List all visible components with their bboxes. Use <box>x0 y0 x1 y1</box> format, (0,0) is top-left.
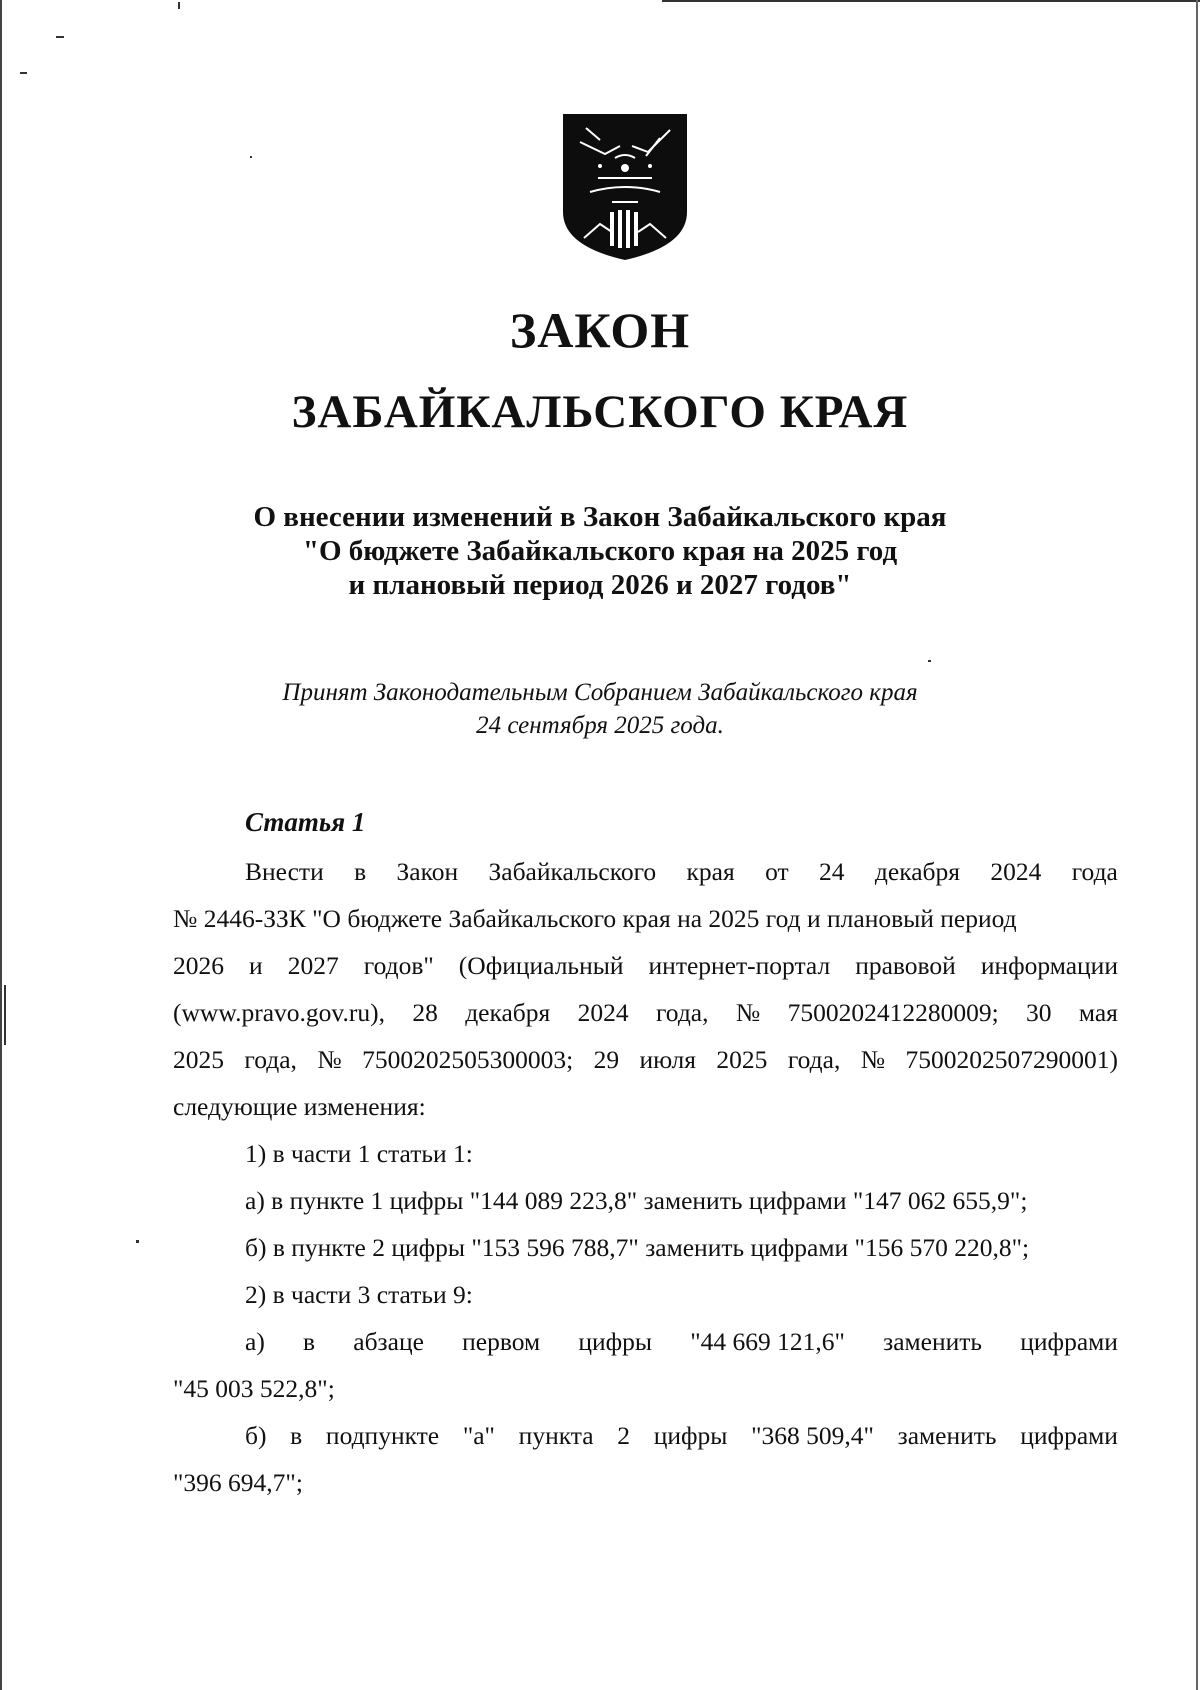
word: правовой <box>855 951 956 980</box>
justified-line <box>173 1036 1118 1083</box>
text-line: № 2446-ЗЗК "О бюджете Забайкальского края на 2025 год и плановый период <box>173 904 1017 933</box>
word: от <box>765 857 789 886</box>
word: 30 <box>1026 998 1052 1027</box>
word: 29 <box>593 1045 620 1074</box>
word: (www.pravo.gov.ru), <box>173 998 385 1027</box>
word: края <box>686 857 735 886</box>
scan-speck <box>56 36 64 38</box>
word: в <box>354 857 367 886</box>
word: № <box>735 998 761 1027</box>
word: 2 <box>617 1421 630 1450</box>
article-body <box>173 848 1118 1506</box>
word: абзаце <box>353 1327 424 1356</box>
word: б) <box>245 1421 267 1450</box>
word: в <box>303 1327 316 1356</box>
word: цифрами <box>1020 1421 1118 1450</box>
word: мая <box>1078 998 1118 1027</box>
scan-edge-right <box>1196 0 1198 1690</box>
coat-of-arms-icon <box>560 112 690 262</box>
word: года <box>1071 857 1118 886</box>
word: № <box>860 1045 886 1074</box>
scan-speck <box>178 2 180 9</box>
word: (Официальный <box>458 951 624 980</box>
list-item: 1) в части 1 статьи 1: <box>245 1139 473 1168</box>
word: первом <box>462 1327 541 1356</box>
scan-speck <box>250 156 252 158</box>
word: декабря <box>874 857 960 886</box>
text-line: "396 694,7"; <box>173 1468 303 1497</box>
text-line: следующие изменения: <box>173 1092 426 1121</box>
subtitle-line: и плановый период 2026 и 2027 годов" <box>348 569 852 601</box>
word: "368 509,4" <box>751 1421 874 1450</box>
scan-speck <box>20 72 27 74</box>
word: а) <box>245 1327 265 1356</box>
word: "44 669 121,6" <box>690 1327 845 1356</box>
word: заменить <box>897 1421 997 1450</box>
justified-line <box>173 942 1118 989</box>
word: № <box>317 1045 342 1074</box>
word: цифры <box>578 1327 653 1356</box>
word: 7500202505300003; <box>362 1045 574 1074</box>
word: подпункте <box>325 1421 440 1450</box>
word: 2027 <box>287 951 339 980</box>
word: 28 <box>412 998 438 1027</box>
word: 2024 <box>577 998 629 1027</box>
adoption-line: Принят Законодательным Собранием Забайкальского края <box>282 679 918 706</box>
list-item: б) в пункте 2 цифры "153 596 788,7" заменить цифрами "156 570 220,8"; <box>245 1233 1030 1262</box>
word: цифрами <box>1020 1327 1118 1356</box>
word: 2026 <box>173 951 224 980</box>
word: пункта <box>518 1421 594 1450</box>
word: годов" <box>363 951 434 980</box>
text-line: "45 003 522,8"; <box>173 1374 335 1403</box>
scan-speck <box>136 1240 139 1243</box>
subtitle-line: О внесении изменений в Закон Забайкальского края <box>253 501 947 533</box>
document-title: ЗАКОН <box>509 302 691 358</box>
word: 7500202507290001) <box>905 1045 1118 1074</box>
word: интернет-портал <box>648 951 831 980</box>
document-region-title: ЗАБАЙКАЛЬСКОГО КРАЯ <box>291 386 909 438</box>
word: в <box>290 1421 303 1450</box>
list-item: а) в пункте 1 цифры "144 089 223,8" заменить цифрами "147 062 655,9"; <box>245 1186 1028 1215</box>
word: года, <box>787 1045 841 1074</box>
word: цифры <box>653 1421 728 1450</box>
scan-edge-top <box>662 0 1200 2</box>
word: года, <box>655 998 709 1027</box>
word: заменить <box>883 1327 983 1356</box>
word: информации <box>980 951 1118 980</box>
word: 2024 <box>990 857 1042 886</box>
list-item: 2) в части 3 статьи 9: <box>245 1280 473 1309</box>
scan-edge-left <box>0 0 2 1690</box>
justified-line <box>173 1412 1118 1459</box>
scan-speck <box>928 660 931 662</box>
word: "а" <box>462 1421 495 1450</box>
adoption-date: 24 сентября 2025 года. <box>476 712 724 739</box>
document-subtitle <box>0 500 1200 602</box>
word: 2025 <box>716 1045 768 1074</box>
word: 24 <box>819 857 845 886</box>
scan-speck <box>4 985 6 1045</box>
word: года, <box>244 1045 297 1074</box>
subtitle-line: "О бюджете Забайкальского края на 2025 год <box>302 535 898 567</box>
word: июля <box>639 1045 697 1074</box>
article-heading: Статья 1 <box>245 807 366 837</box>
word: Забайкальского <box>488 857 657 886</box>
justified-line <box>173 848 1118 895</box>
word: Внести <box>245 857 324 886</box>
word: Закон <box>396 857 459 886</box>
word: 2025 <box>173 1045 224 1074</box>
word: декабря <box>465 998 551 1027</box>
justified-line <box>173 1318 1118 1365</box>
word: и <box>249 951 263 980</box>
adoption-note <box>0 676 1200 742</box>
justified-line <box>173 989 1118 1036</box>
word: 7500202412280009; <box>787 998 999 1027</box>
